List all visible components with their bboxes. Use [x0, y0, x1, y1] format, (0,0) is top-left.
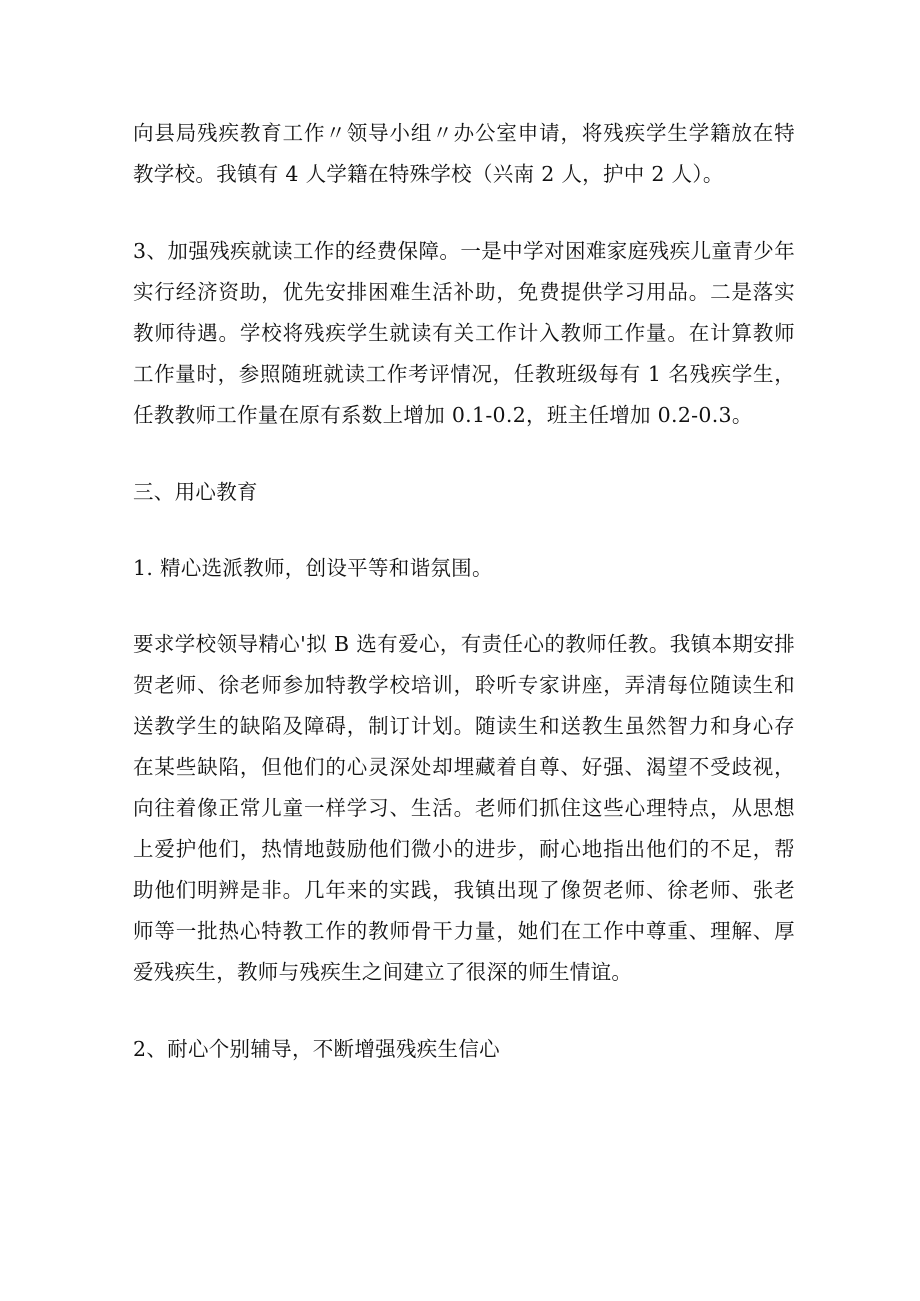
paragraph-school-registration: 向县局残疾教育工作〃领导小组〃办公室申请，将残疾学生学籍放在特教学校。我镇有 4 人学籍在特殊学校（兴南 2 人，护中 2 人）。 — [133, 121, 795, 186]
section-heading-careful-education: 三、用心教育 — [133, 480, 258, 504]
subheading-select-teachers: 1. 精心选派教师，创设平等和谐氛围。 — [133, 556, 493, 580]
paragraph-funding-guarantee: 3、加强残疾就读工作的经费保障。一是中学对困难家庭残疾儿童青少年实行经济资助，优先安排困难生活补助，免费提供学习用品。二是落实教师待遇。学校将残疾学生就读有关工作计入教师工作量。在计算教师工作量时，参照随班就读工作考评情况，任教班级每有 1 名残疾学生，任教教师工作量在原有系数上增加 0.1-0.2，班主任增加 0.2-0.3。 — [133, 239, 795, 427]
paragraph-spacer — [133, 993, 795, 1029]
paragraph-teacher-selection: 要求学校领导精心'拟 B 选有爱心，有责任心的教师任教。我镇本期安排贺老师、徐老师参加特教学校培训，聆听专家讲座，弄清每位随读生和送教学生的缺陷及障碍，制订计划。随读生和送教生虽然智力和身心存在某些缺陷，但他们的心灵深处却埋藏着自尊、好强、渴望不受歧视，向往着像正常儿童一样学习、生活。老师们抓住这些心理特点，从思想上爱护他们，热情地鼓励他们微小的进步，耐心地指出他们的不足，帮助他们明辨是非。几年来的实践，我镇出现了像贺老师、徐老师、张老师等一批热心特教工作的教师骨干力量，她们在工作中尊重、理解、厚爱残疾生，教师与残疾生之间建立了很深的师生情谊。 — [133, 632, 795, 984]
paragraph-spacer — [133, 513, 795, 548]
paragraph-spacer — [133, 195, 795, 231]
paragraph-spacer — [133, 436, 795, 472]
subheading-individual-tutoring: 2、耐心个别辅导，不断增强残疾生信心 — [133, 1037, 500, 1061]
document-body — [133, 113, 795, 1070]
paragraph-spacer — [133, 589, 795, 624]
